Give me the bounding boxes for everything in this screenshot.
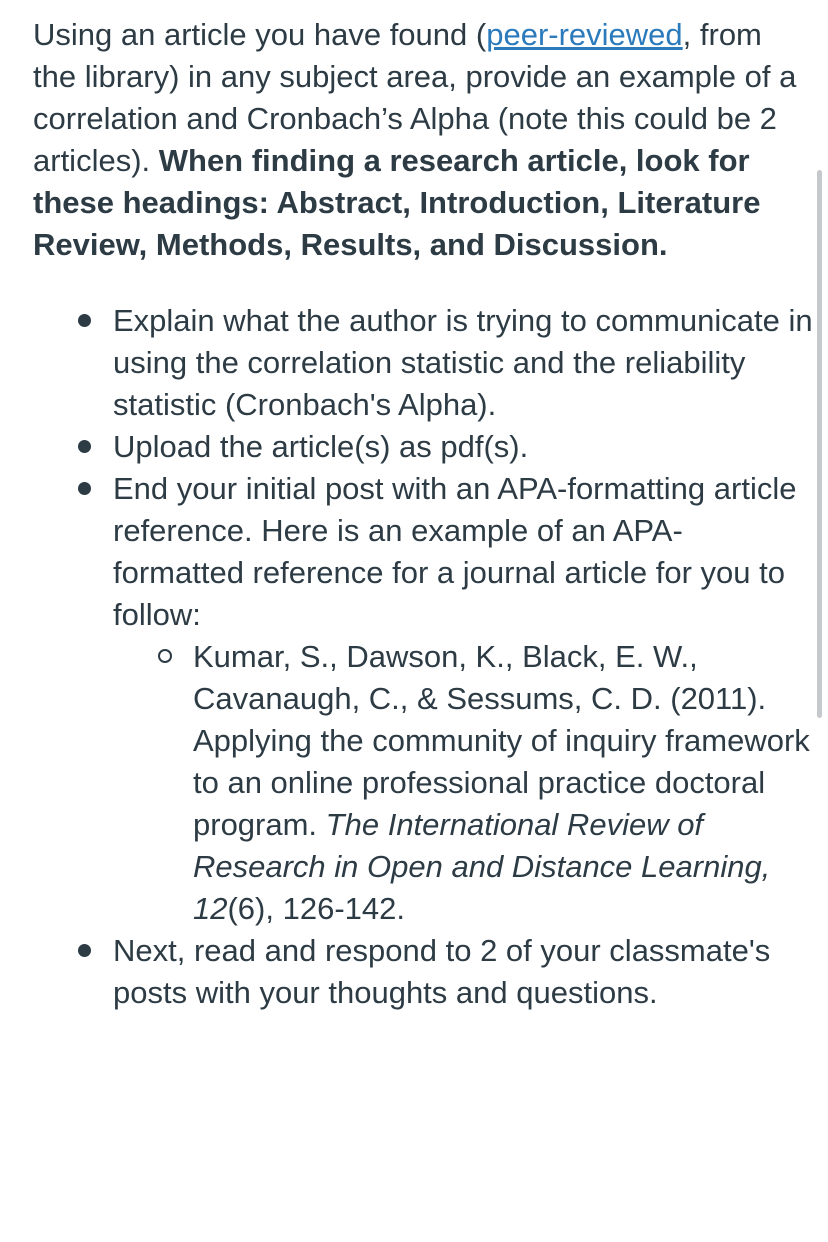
intro-bold-headings: When finding a research article, look for these headings: Abstract, Introduction, Literature Review, Methods, Results, and Discussion. (33, 143, 761, 262)
list-item-upload (113, 426, 813, 468)
list-item-upload-text: Upload the article(s) as pdf(s). (113, 429, 529, 464)
peer-reviewed-link[interactable]: peer-reviewed (486, 17, 683, 52)
reference-authors: Kumar, S., Dawson, K., Black, E. W., Cavanaugh, C., & Sessums, C. D. (2011). Applying the community of inquiry framework to an online professional practice doctoral program. (193, 639, 810, 842)
vertical-scrollbar[interactable] (817, 170, 822, 718)
instructions-list (33, 300, 813, 1014)
intro-paragraph (33, 14, 813, 266)
list-item-apa-text: End your initial post with an APA-formatting article reference. Here is an example of an APA-formatted reference for a journal article for you to follow: (113, 471, 797, 632)
list-item-respond-text: Next, read and respond to 2 of your classmate's posts with your thoughts and questions. (113, 933, 771, 1010)
intro-text-start: Using an article you have found ( (33, 17, 487, 52)
assignment-body (33, 14, 813, 1014)
reference-issue-pages: (6), 126-142. (227, 891, 405, 926)
reference-journal: The International Review of Research in Open and Distance Learning, 12 (193, 807, 771, 926)
list-item-respond (113, 930, 813, 1014)
list-item-explain (113, 300, 813, 426)
reference-example (193, 636, 813, 930)
list-item-explain-text: Explain what the author is trying to communicate in using the correlation statistic and the reliability statistic (Cronbach's Alpha). (113, 303, 813, 422)
reference-sublist (113, 636, 813, 930)
intro-text-rest: , from the library) in any subject area, provide an example of a correlation and Cronbach’s Alpha (note this could be 2 articles). (33, 17, 797, 178)
list-item-apa (113, 468, 813, 930)
